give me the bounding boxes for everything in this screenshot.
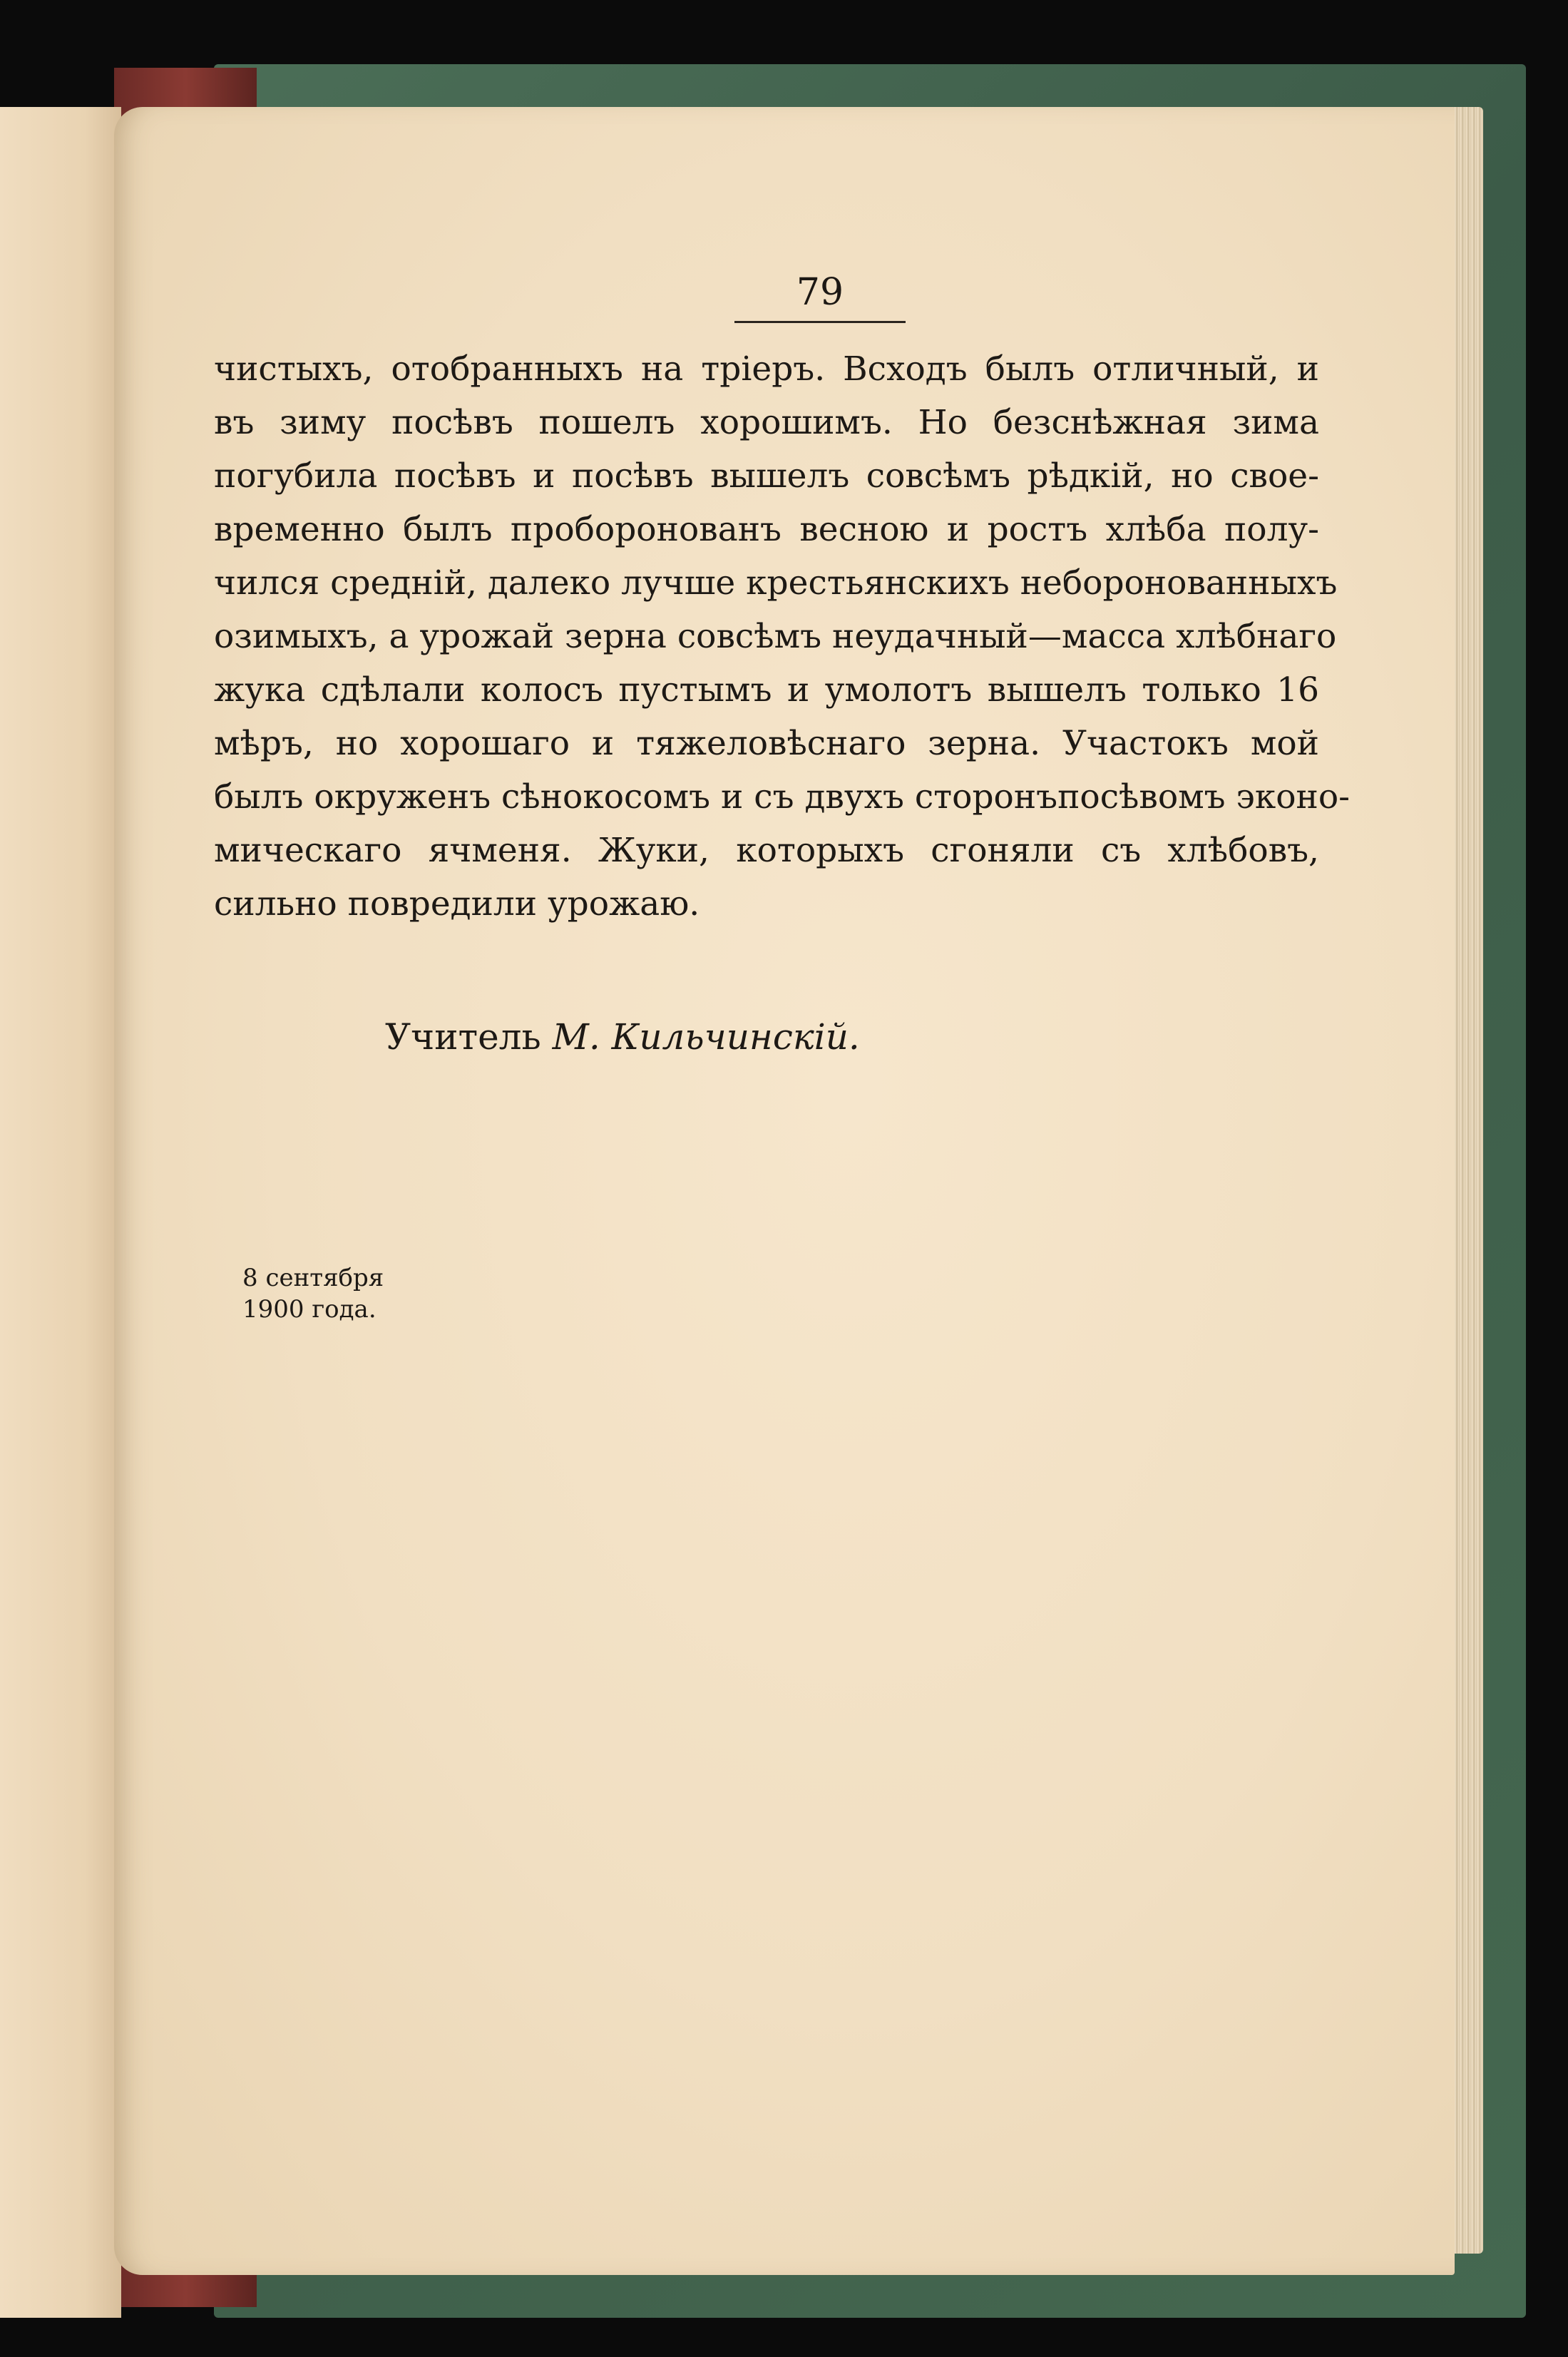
signature: [385, 1016, 860, 1058]
body-text: [214, 342, 1351, 931]
date-line-2: 1900 года.: [242, 1295, 376, 1324]
text-line: въ зиму посѣвъ пошелъ хорошимъ. Но безснѣжная зима: [214, 403, 1319, 442]
book-page: [114, 107, 1455, 2275]
signature-name: М. Кильчинскій.: [552, 1016, 860, 1058]
text-line: озимыхъ, а урожай зерна совсѣмъ неудачный—масса хлѣбнаго: [214, 617, 1337, 656]
page-number-rule: [734, 321, 906, 323]
text-line: жука сдѣлали колосъ пустымъ и умолотъ вышелъ только 16: [214, 670, 1319, 710]
text-line: сильно повредили урожаю.: [214, 884, 700, 924]
text-line: чистыхъ, отобранныхъ на тріеръ. Всходъ былъ отличный, и: [214, 349, 1319, 389]
text-line: погубила посѣвъ и посѣвъ вышелъ совсѣмъ рѣдкій, но свое-: [214, 456, 1319, 496]
text-line: временно былъ проборонованъ весною и ростъ хлѣба полу-: [214, 510, 1319, 549]
text-line: мическаго ячменя. Жуки, которыхъ сгоняли съ хлѣбовъ,: [214, 831, 1319, 870]
text-line: мѣръ, но хорошаго и тяжеловѣснаго зерна. Участокъ мой: [214, 724, 1319, 763]
text-line: чился средній, далеко лучше крестьянскихъ неборонованныхъ: [214, 563, 1338, 603]
page-number: 79: [796, 271, 844, 314]
date-block: [242, 1262, 384, 1325]
left-facing-page: [0, 107, 121, 2318]
signature-title: Учитель: [385, 1016, 541, 1058]
date-line-1: 8 сентября: [242, 1264, 384, 1292]
text-line: былъ окруженъ сѣнокосомъ и съ двухъ сторонъпосѣвомъ эконо-: [214, 777, 1351, 817]
